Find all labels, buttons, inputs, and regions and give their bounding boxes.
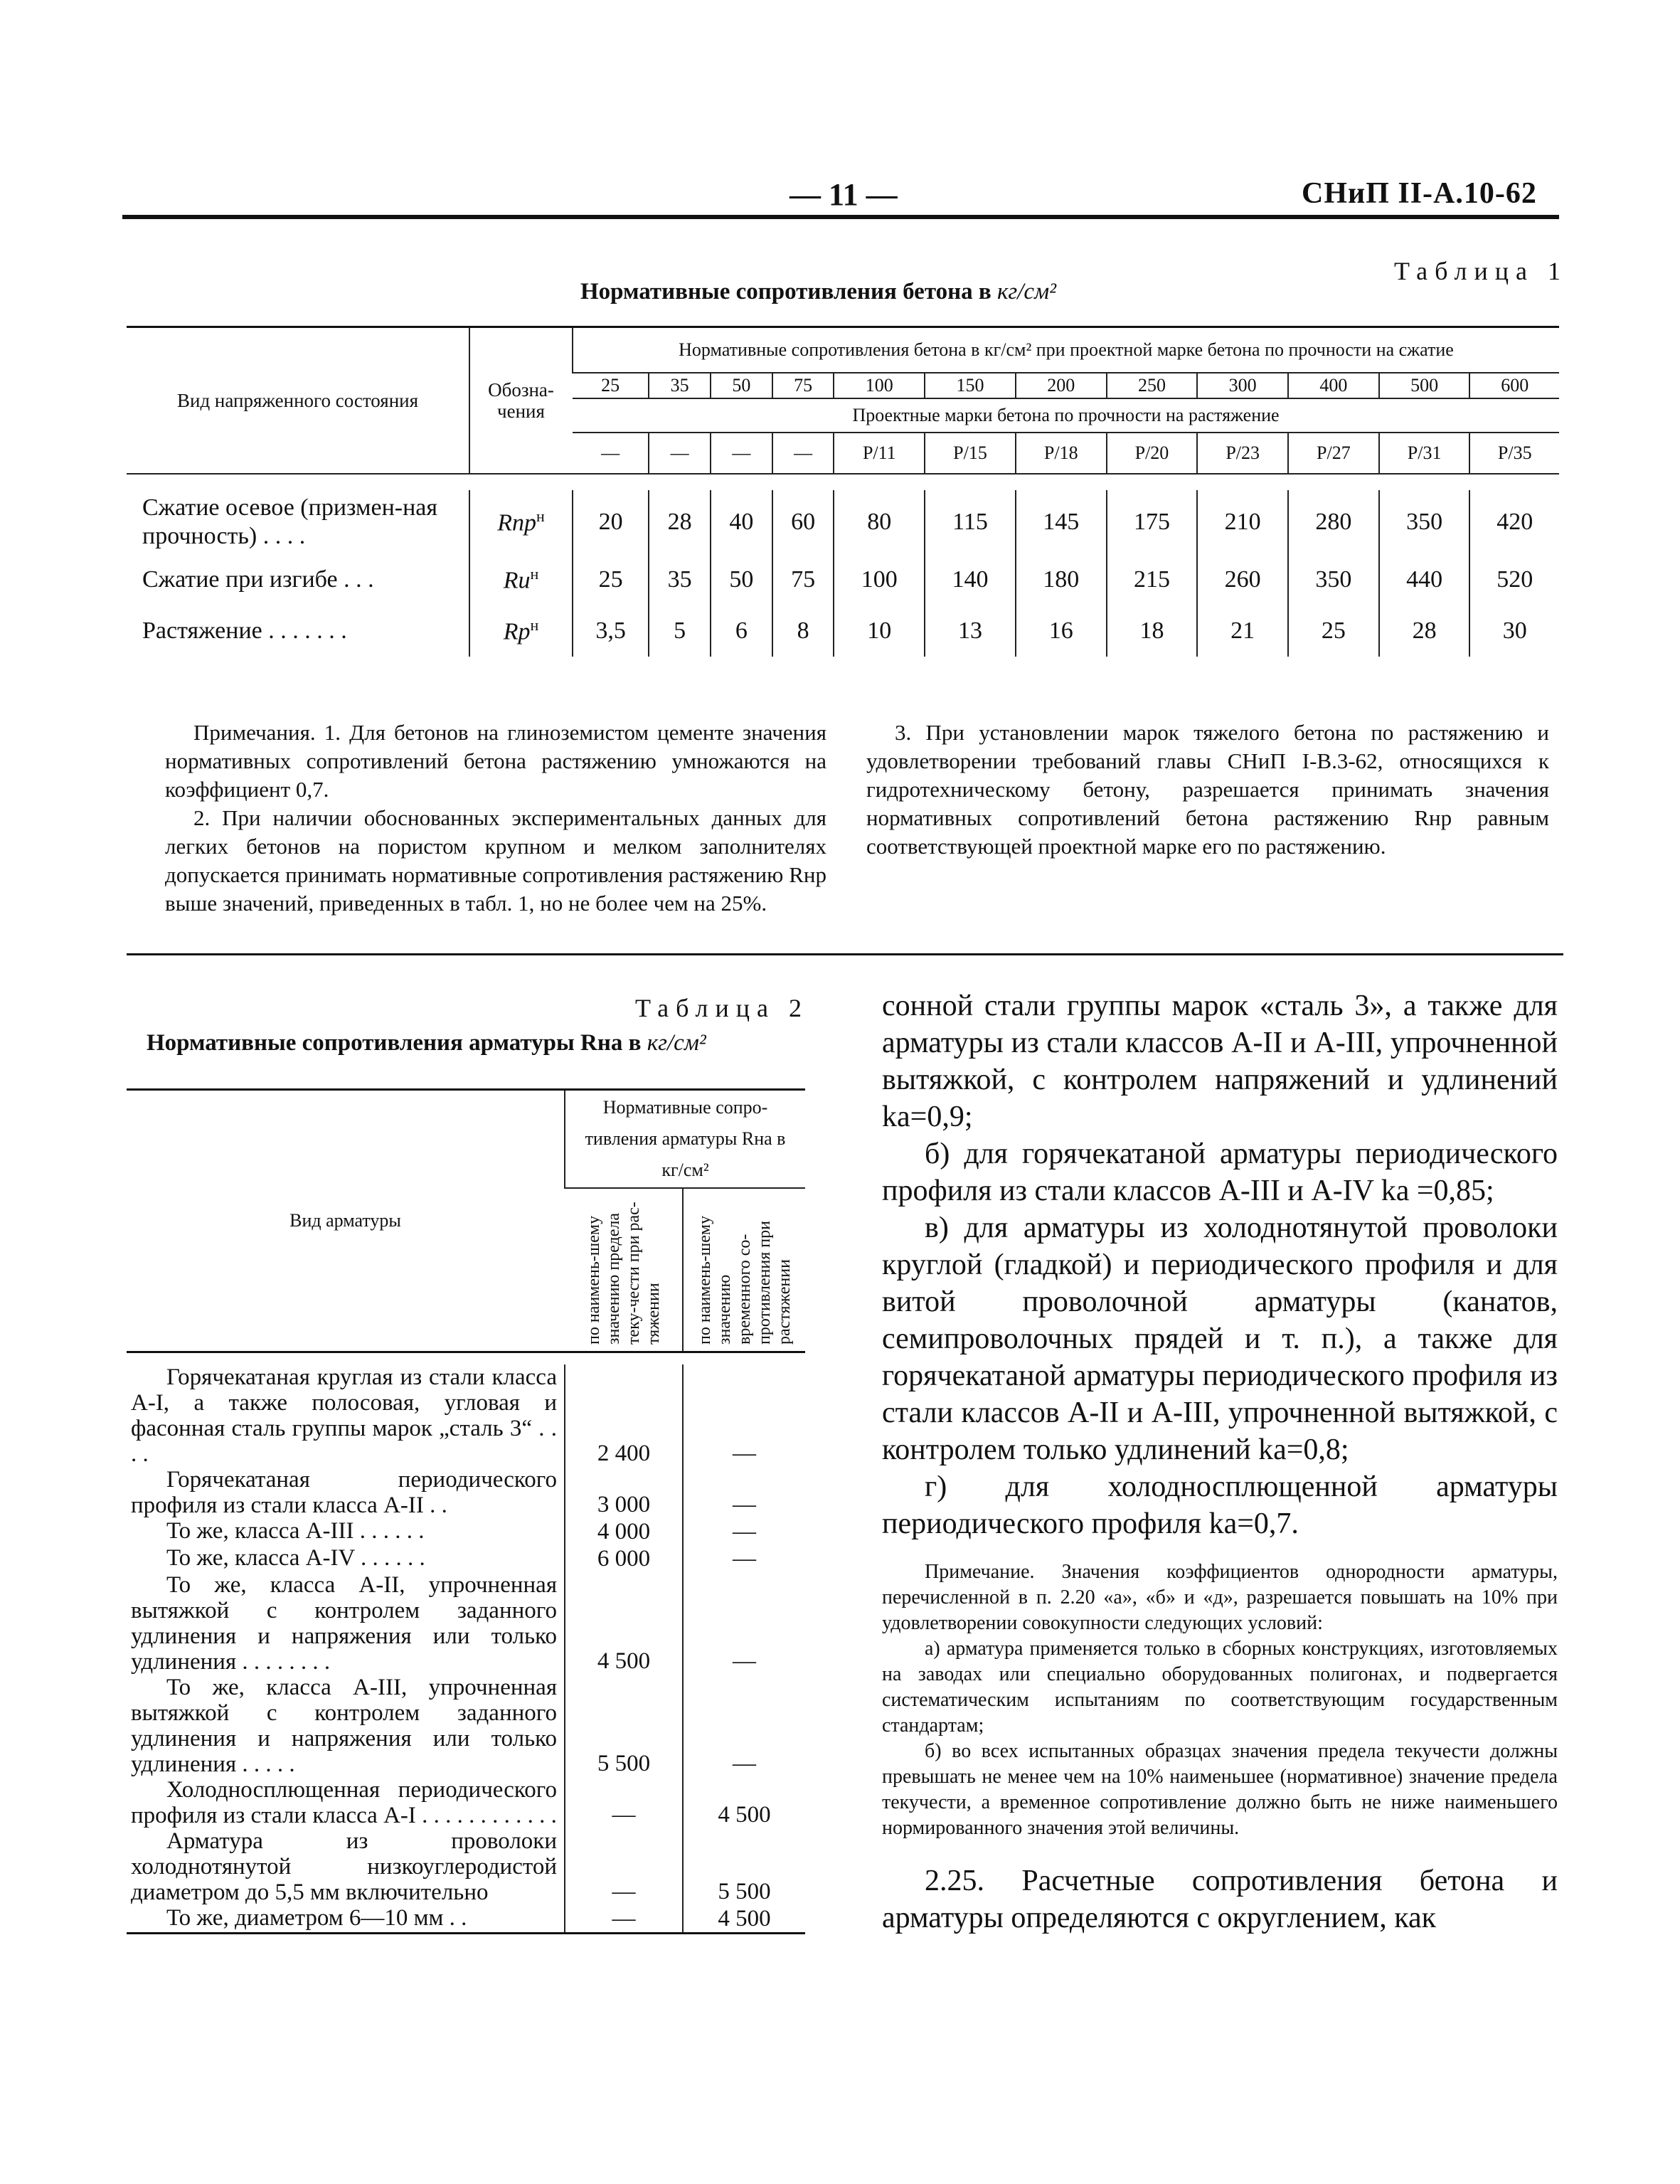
grade-cell: 200 (1016, 373, 1107, 398)
symbol-text: Rи (503, 567, 531, 594)
row-symbol (469, 554, 573, 605)
table1-header-tension: Проектные марки бетона по прочности на растяжение (573, 398, 1559, 433)
table-row (127, 605, 1559, 657)
table-row (127, 554, 1559, 605)
note-paragraph: б) во всех испытанных образцах значения предела текучести должны превышать не менее чем на 10% наименьшее (нормативное) значение предела текучести, а временное сопротивление должно быть не ниже наименьшего нормированного значения этой величины. (882, 1740, 1558, 1839)
row-text: Арматура из проволоки холоднотянутой низкоуглеродистой диаметром до 5,5 мм включительно (131, 1828, 557, 1905)
value-cell: 80 (834, 490, 925, 554)
table2-col-kind: Вид арматуры (289, 1210, 401, 1231)
note-2: 2. При наличии обоснованных экспериментальных данных для легких бетонов на пористом крупном и мелком заполнителях допускается принимать нормативные сопротивления растяжению Rнр выше значений, приведенных в табл. 1, но не более чем на 25%. (165, 805, 826, 916)
value-cell: 350 (1288, 554, 1379, 605)
table-row (127, 1364, 805, 1467)
tension-grade-cell: Р/15 (925, 433, 1016, 474)
ultimate-cell: — (683, 1545, 805, 1572)
tension-grade-cell: — (649, 433, 711, 474)
row-label: Сжатие осевое (призмен-ная прочность) . . . . (142, 494, 438, 549)
table2-col-group: Нормативные сопро-тивления арматуры Rна в кг/см² (565, 1090, 805, 1189)
grade-cell: 150 (925, 373, 1016, 398)
yield-cell: 5 500 (565, 1675, 683, 1777)
tension-grade-cell: — (772, 433, 834, 474)
ultimate-cell: — (683, 1518, 805, 1545)
ultimate-cell: — (683, 1572, 805, 1675)
header-rule (122, 215, 1559, 219)
yield-cell: 4 000 (565, 1518, 683, 1545)
row-text: Горячекатаная круглая из стали класса А-I, а также полосовая, угловая и фасонная сталь группы марок „сталь 3“ . . . . (131, 1364, 557, 1467)
value-cell: 18 (1107, 605, 1198, 657)
ultimate-cell: 5 500 (683, 1828, 805, 1905)
grade-cell: 75 (772, 373, 834, 398)
value-cell: 28 (649, 490, 711, 554)
grade-cell: 50 (711, 373, 772, 398)
symbol-text: Rр (503, 618, 531, 645)
yield-cell: 2 400 (565, 1364, 683, 1467)
value-cell: 13 (925, 605, 1016, 657)
paragraph: сонной стали группы марок «сталь 3», а также для арматуры из стали классов А-II и А-III, упрочненной вытяжкой, с контролем напряжений и удлинений kа=0,9; (882, 990, 1558, 1133)
tension-grade-cell: Р/20 (1107, 433, 1198, 474)
note-paragraph: а) арматура применяется только в сборных конструкциях, изготовляемых на заводах или специально оборудованных полигонах, и подвергается систематическим испытаниям по соответствующим государственным стандартам; (882, 1638, 1558, 1737)
symbol-sup: н (530, 616, 539, 635)
table2-title-unit: кг/см² (647, 1030, 706, 1056)
value-cell: 8 (772, 605, 834, 657)
tension-grade-cell: — (711, 433, 772, 474)
ultimate-cell: — (683, 1467, 805, 1518)
table1 (127, 326, 1559, 682)
tension-grade-cell: Р/35 (1469, 433, 1559, 474)
value-cell: 145 (1016, 490, 1107, 554)
tension-grade-cell: Р/31 (1379, 433, 1470, 474)
value-cell: 28 (1379, 605, 1470, 657)
row-symbol (469, 490, 573, 554)
value-cell: 100 (834, 554, 925, 605)
row-text: То же, класса А-IV . . . . . . (166, 1545, 425, 1571)
table1-notes-right (866, 719, 1549, 861)
value-cell: 25 (573, 554, 649, 605)
value-cell: 180 (1016, 554, 1107, 605)
value-cell: 440 (1379, 554, 1470, 605)
table1-col-sym: Обозна-чения (469, 327, 573, 475)
symbol-sup: н (530, 565, 539, 583)
grade-cell: 250 (1107, 373, 1198, 398)
tension-grade-cell: Р/27 (1288, 433, 1379, 474)
table-row (127, 1572, 805, 1675)
value-cell: 215 (1107, 554, 1198, 605)
note-1: Примечания. 1. Для бетонов на глиноземистом цементе значения нормативных сопротивлений бетона растяжению умножаются на коэффициент 0,7. (165, 720, 826, 802)
table1-label: Таблица 1 (1394, 257, 1568, 285)
yield-cell: 3 000 (565, 1467, 683, 1518)
value-cell: 35 (649, 554, 711, 605)
row-label: Сжатие при изгибе . . . (142, 566, 374, 593)
yield-cell: 6 000 (565, 1545, 683, 1572)
col-ultimate-label: по наимень-шему значению временного со-противления при растяжении (695, 1215, 794, 1345)
row-text: То же, диаметром 6—10 мм . . (166, 1905, 467, 1931)
right-column (882, 987, 1558, 1936)
value-cell: 25 (1288, 605, 1379, 657)
paragraph: б) для горячекатаной арматуры периодического профиля из стали классов А-III и А-IV kа =0,85; (882, 1138, 1558, 1207)
table1-notes-left (165, 719, 826, 918)
value-cell: 16 (1016, 605, 1107, 657)
row-text: Горячекатаная периодического профиля из стали класса А-II . . (131, 1467, 557, 1518)
grade-cell: 100 (834, 373, 925, 398)
yield-cell: — (565, 1777, 683, 1828)
table-row (127, 490, 1559, 554)
note-3: 3. При установлении марок тяжелого бетона по растяжению и удовлетворении требований главы СНиП I-В.3-62, относящихся к гидротехническому бетону, разрешается принимать значения нормативных сопротивлений бетона растяжению Rнр равным соответствующей проектной марке его по растяжению. (866, 720, 1549, 859)
page-number: — 11 — (790, 177, 898, 212)
paragraph: г) для холодносплющенной арматуры периодического профиля kа=0,7. (882, 1470, 1558, 1540)
value-cell: 20 (573, 490, 649, 554)
grade-cell: 300 (1197, 373, 1288, 398)
tension-grade-cell: Р/18 (1016, 433, 1107, 474)
table-row (127, 1675, 805, 1777)
grade-cell: 400 (1288, 373, 1379, 398)
row-text: Холодносплющенная периодического профиля из стали класса А-I . . . . . . . . . . . . (131, 1777, 557, 1828)
tension-grade-cell: Р/11 (834, 433, 925, 474)
paragraph: 2.25. Расчетные сопротивления бетона и арматуры определяются с округлением, как (882, 1865, 1558, 1934)
table1-title-text: Нормативные сопротивления бетона в (580, 279, 991, 304)
value-cell: 6 (711, 605, 772, 657)
table-row (127, 1777, 805, 1828)
grade-cell: 35 (649, 373, 711, 398)
value-cell: 50 (711, 554, 772, 605)
value-cell: 10 (834, 605, 925, 657)
tension-grade-cell: Р/23 (1197, 433, 1288, 474)
table2 (127, 1088, 805, 1934)
grade-cell: 25 (573, 373, 649, 398)
table2-title (147, 1030, 706, 1056)
table1-title-unit: кг/см² (996, 279, 1057, 304)
table2-col-yield (565, 1188, 683, 1352)
value-cell: 420 (1469, 490, 1559, 554)
ultimate-cell: 4 500 (683, 1777, 805, 1828)
table-row (127, 1518, 805, 1545)
value-cell: 5 (649, 605, 711, 657)
value-cell: 350 (1379, 490, 1470, 554)
table-row (127, 1467, 805, 1518)
grade-cell: 500 (1379, 373, 1470, 398)
value-cell: 75 (772, 554, 834, 605)
row-text: То же, класса А-III, упрочненная вытяжкой с контролем заданного удлинения и напряжения или только удлинения . . . . . (131, 1675, 557, 1777)
table2-col-ultimate (683, 1188, 805, 1352)
yield-cell: 4 500 (565, 1572, 683, 1675)
paragraph: в) для арматуры из холоднотянутой проволоки круглой (гладкой) и периодического профиля и для витой проволочной арматуры (канатов, семипроволочных прядей и т. п.), а также для горячекатаной арматуры периодического профиля из стали классов А-II и А-III, упрочненной вытяжкой, с контролем только удлинений kа=0,8; (882, 1212, 1558, 1466)
grade-cell: 600 (1469, 373, 1559, 398)
symbol-text: Rпр (497, 509, 536, 536)
table2-label: Таблица 2 (635, 994, 809, 1022)
note-paragraph: Примечание. Значения коэффициентов однородности арматуры, перечисленной в п. 2.20 «а», «б» и «д», разрешается повышать на 10% при удовлетворении совокупности следующих условий: (882, 1561, 1558, 1634)
value-cell: 40 (711, 490, 772, 554)
ultimate-cell: 4 500 (683, 1905, 805, 1934)
table-row (127, 1828, 805, 1905)
row-text: То же, класса А-II, упрочненная вытяжкой с контролем заданного удлинения и напряжения или только удлинения . . . . . . . . (131, 1572, 557, 1675)
value-cell: 60 (772, 490, 834, 554)
table1-bottom-rule (127, 953, 1563, 955)
table-row (127, 1905, 805, 1934)
row-text: То же, класса А-III . . . . . . (166, 1518, 425, 1544)
table1-col-state: Вид напряженного состояния (127, 327, 469, 475)
value-cell: 280 (1288, 490, 1379, 554)
symbol-sup: н (536, 507, 545, 526)
value-cell: 3,5 (573, 605, 649, 657)
ultimate-cell: — (683, 1364, 805, 1467)
value-cell: 30 (1469, 605, 1559, 657)
row-label: Растяжение . . . . . . . (142, 617, 347, 644)
document-code: СНиП II-А.10-62 (1302, 177, 1537, 210)
ultimate-cell: — (683, 1675, 805, 1777)
yield-cell: — (565, 1828, 683, 1905)
value-cell: 260 (1197, 554, 1288, 605)
table1-title (580, 279, 1056, 305)
table-row (127, 1545, 805, 1572)
value-cell: 175 (1107, 490, 1198, 554)
col-yield-label: по наимень-шему значению предела теку-чести при рас-тяжении (584, 1202, 663, 1345)
tension-grade-cell: — (573, 433, 649, 474)
value-cell: 115 (925, 490, 1016, 554)
value-cell: 210 (1197, 490, 1288, 554)
value-cell: 21 (1197, 605, 1288, 657)
table1-header-compress: Нормативные сопротивления бетона в кг/см² при проектной марке бетона по прочности на сжатие (573, 327, 1559, 373)
yield-cell: — (565, 1905, 683, 1934)
value-cell: 520 (1469, 554, 1559, 605)
table2-title-text: Нормативные сопротивления арматуры Rна в (147, 1030, 642, 1056)
value-cell: 140 (925, 554, 1016, 605)
row-symbol (469, 605, 573, 657)
